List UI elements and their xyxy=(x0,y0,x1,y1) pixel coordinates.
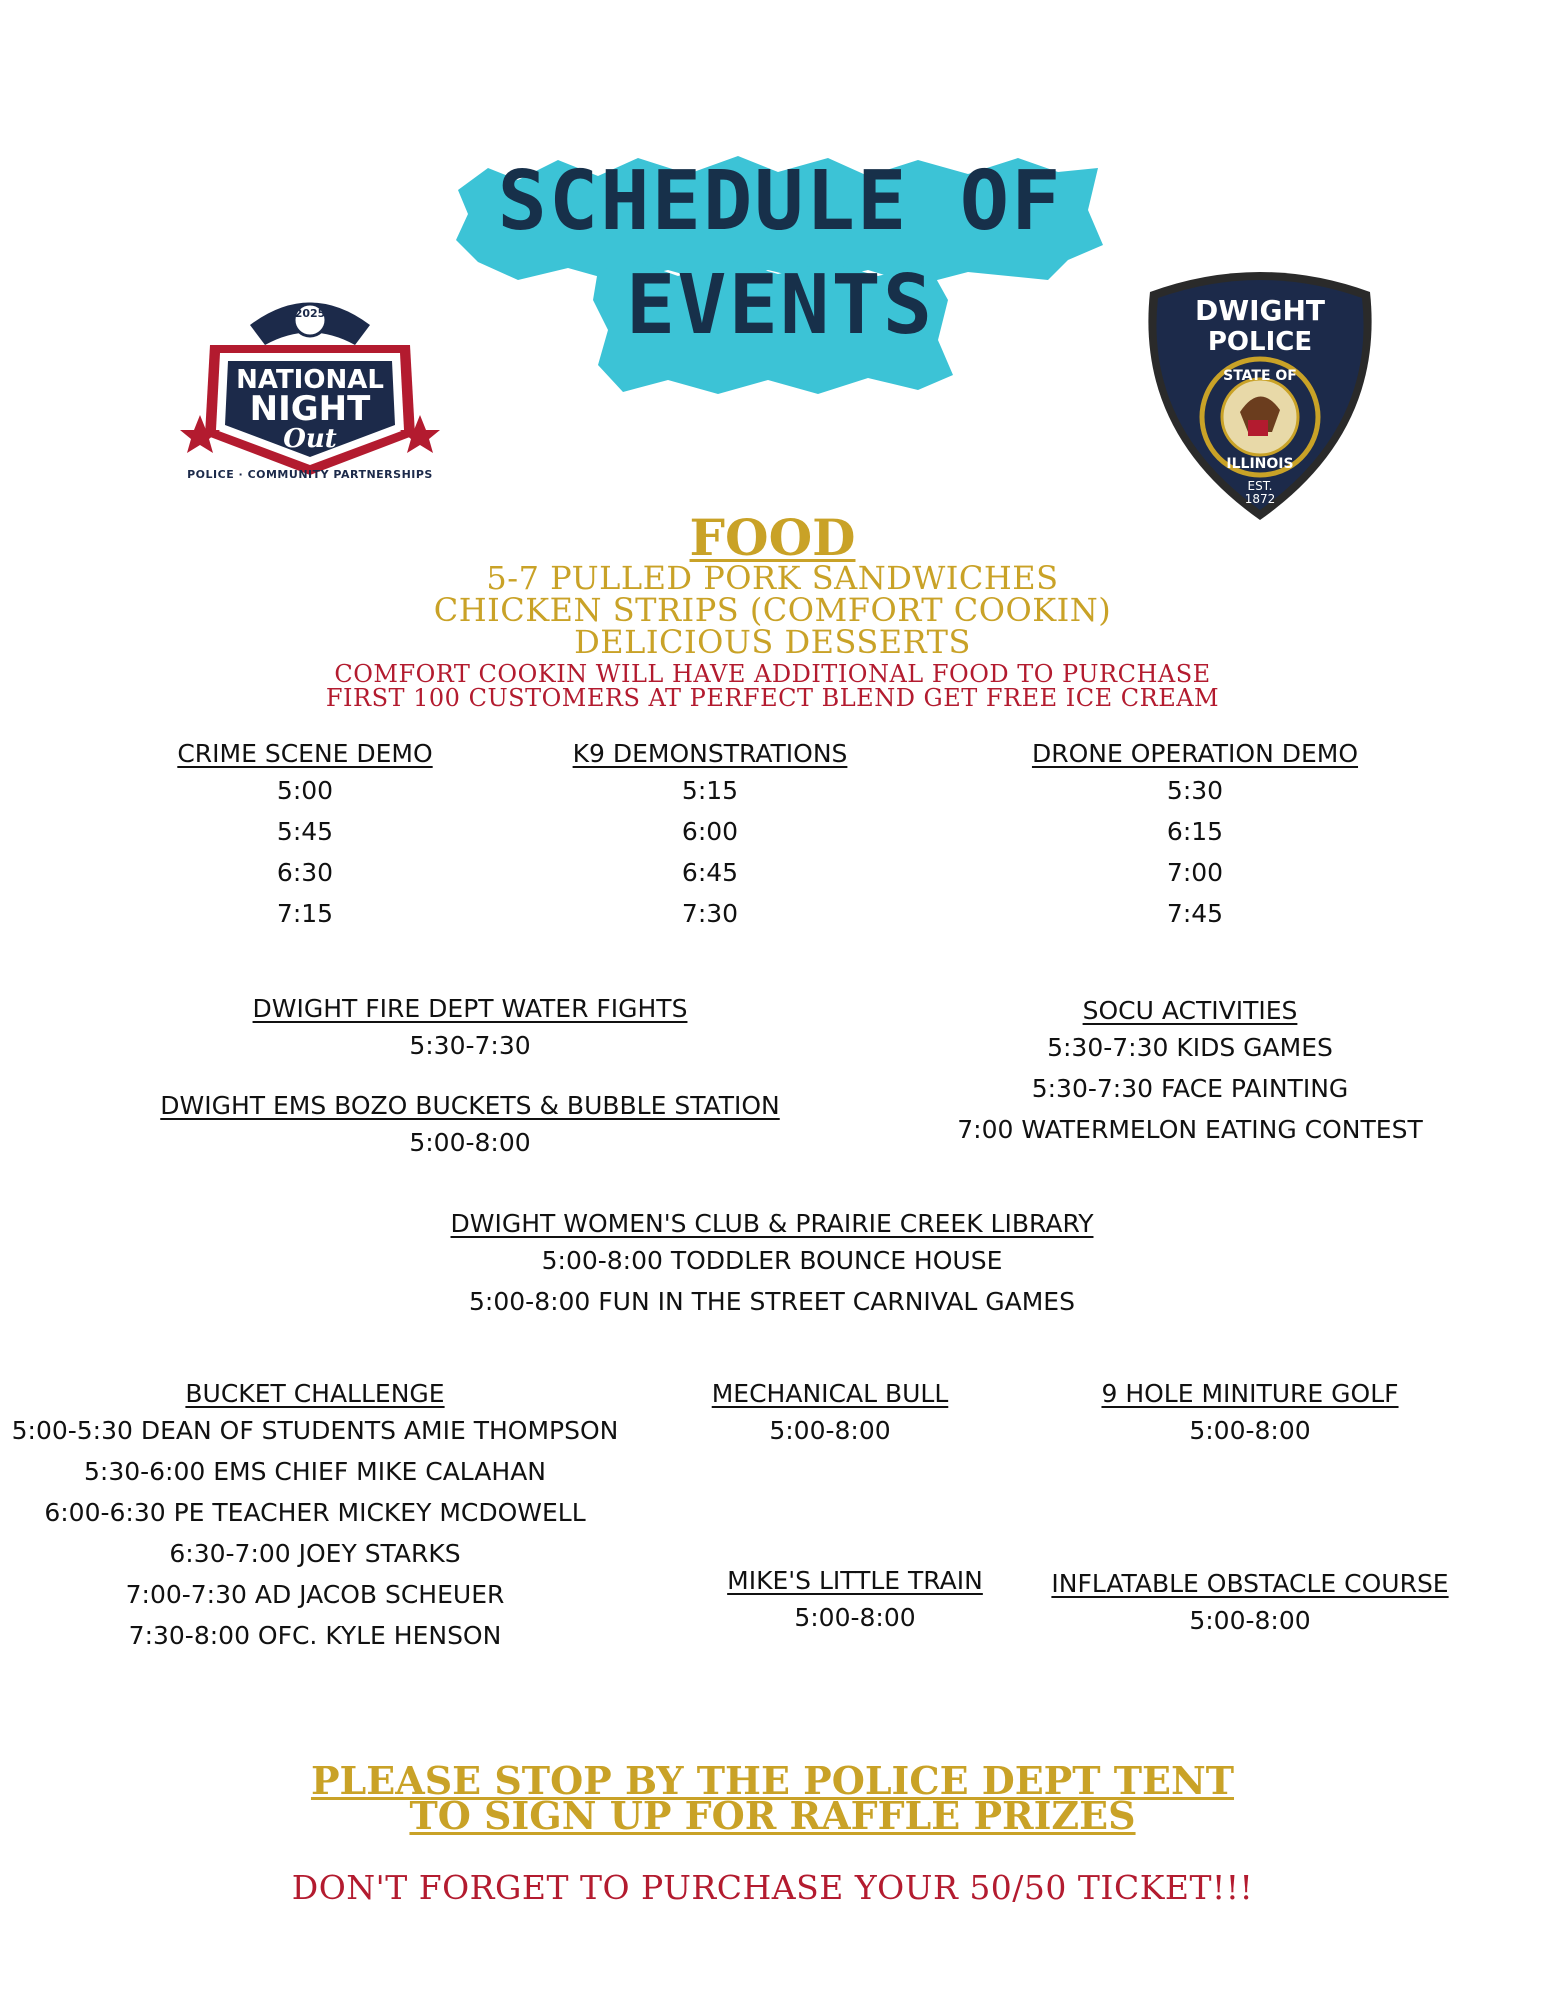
mikes-little-train xyxy=(690,1565,1020,1638)
inflatable-obstacle-course xyxy=(1040,1568,1460,1641)
activity-item: 7:00 WATERMELON EATING CONTEST xyxy=(957,1115,1423,1144)
food-note: FIRST 100 CUSTOMERS AT PERFECT BLEND GET FREE ICE CREAM xyxy=(325,684,1220,712)
title-line-2: EVENTS xyxy=(625,258,935,353)
section-heading: DWIGHT EMS BOZO BUCKETS & BUBBLE STATION xyxy=(160,1091,780,1120)
food-item: 5-7 PULLED PORK SANDWICHES xyxy=(486,559,1059,597)
ticket-reminder: DON'T FORGET TO PURCHASE YOUR 50/50 TICKET!!! xyxy=(291,1868,1254,1907)
badge-line-1: DWIGHT xyxy=(1194,294,1326,327)
section-heading: CRIME SCENE DEMO xyxy=(177,739,433,768)
time-slot: 6:15 xyxy=(1166,817,1224,846)
nno-year: 2025 xyxy=(294,307,326,320)
k9-demonstrations xyxy=(560,738,860,934)
nno-line-3: Out xyxy=(283,424,337,454)
drone-operation-demo xyxy=(1020,738,1370,934)
time-slot: 5:45 xyxy=(276,817,334,846)
food-heading: FOOD xyxy=(689,508,856,567)
time-slot: 7:30 xyxy=(681,899,739,928)
schedule-title xyxy=(430,150,1130,380)
section-heading: INFLATABLE OBSTACLE COURSE xyxy=(1051,1569,1449,1598)
time-slot: 5:30-7:30 xyxy=(409,1031,531,1060)
time-slot: 7:00 xyxy=(1166,858,1224,887)
time-slot: 5:00-8:00 xyxy=(409,1128,531,1157)
dwight-police-badge xyxy=(1140,262,1380,524)
miniature-golf xyxy=(1060,1378,1440,1451)
schedule-item: 6:30-7:00 JOEY STARKS xyxy=(169,1539,461,1568)
section-heading: DWIGHT FIRE DEPT WATER FIGHTS xyxy=(252,994,688,1023)
section-heading: SOCU ACTIVITIES xyxy=(1082,996,1298,1025)
badge-ring-bottom: ILLINOIS xyxy=(1226,456,1294,472)
nno-line-1: NATIONAL xyxy=(236,365,384,395)
section-heading: DWIGHT WOMEN'S CLUB & PRAIRIE CREEK LIBRARY xyxy=(450,1209,1094,1238)
time-slot: 5:00-8:00 xyxy=(769,1416,891,1445)
schedule-item: 5:00-5:30 DEAN OF STUDENTS AMIE THOMPSON xyxy=(11,1416,619,1445)
badge-line-2: POLICE xyxy=(1207,327,1313,357)
food-item: DELICIOUS DESSERTS xyxy=(574,623,971,661)
schedule-item: 7:30-8:00 OFC. KYLE HENSON xyxy=(128,1621,502,1650)
time-slot: 5:00-8:00 xyxy=(794,1603,916,1632)
food-note: COMFORT COOKIN WILL HAVE ADDITIONAL FOOD TO PURCHASE xyxy=(334,660,1211,688)
badge-year: 1872 xyxy=(1244,492,1276,506)
womens-club-library xyxy=(372,1208,1172,1322)
section-heading: DRONE OPERATION DEMO xyxy=(1031,739,1359,768)
activity-item: 5:30-7:30 FACE PAINTING xyxy=(1031,1074,1349,1103)
schedule-item: 7:00-7:30 AD JACOB SCHEUER xyxy=(125,1580,505,1609)
nno-line-2: NIGHT xyxy=(249,389,371,429)
fire-dept-water-fights xyxy=(170,993,770,1066)
badge-ring-top: STATE OF xyxy=(1223,368,1297,384)
time-slot: 6:30 xyxy=(276,858,334,887)
time-slot: 7:45 xyxy=(1166,899,1224,928)
mechanical-bull xyxy=(690,1378,970,1451)
raffle-line-1: PLEASE STOP BY THE POLICE DEPT TENT xyxy=(310,1758,1235,1803)
schedule-item: 5:30-6:00 EMS CHIEF MIKE CALAHAN xyxy=(83,1457,547,1486)
crime-scene-demo xyxy=(155,738,455,934)
time-slot: 5:00-8:00 xyxy=(1189,1606,1311,1635)
time-slot: 6:00 xyxy=(681,817,739,846)
socu-activities xyxy=(940,995,1440,1150)
badge-est: EST. xyxy=(1247,479,1273,493)
time-slot: 6:45 xyxy=(681,858,739,887)
national-night-out-logo xyxy=(180,285,440,485)
ems-bozo-buckets xyxy=(120,1090,820,1163)
section-heading: MECHANICAL BULL xyxy=(711,1379,949,1408)
activity-item: 5:30-7:30 KIDS GAMES xyxy=(1047,1033,1333,1062)
section-heading: 9 HOLE MINITURE GOLF xyxy=(1101,1379,1399,1408)
bucket-challenge xyxy=(10,1378,620,1656)
time-slot: 5:00-8:00 xyxy=(1189,1416,1311,1445)
section-heading: MIKE'S LITTLE TRAIN xyxy=(727,1566,983,1595)
time-slot: 5:30 xyxy=(1166,776,1224,805)
time-slot: 5:00 xyxy=(276,776,334,805)
title-line-1: SCHEDULE OF xyxy=(497,154,1063,249)
activity-item: 5:00-8:00 FUN IN THE STREET CARNIVAL GAMES xyxy=(469,1287,1075,1316)
nno-tagline: POLICE · COMMUNITY PARTNERSHIPS xyxy=(187,468,433,481)
time-slot: 5:15 xyxy=(681,776,739,805)
time-slot: 7:15 xyxy=(276,899,334,928)
raffle-line-2: TO SIGN UP FOR RAFFLE PRIZES xyxy=(409,1793,1136,1838)
section-heading: K9 DEMONSTRATIONS xyxy=(572,739,848,768)
food-item: CHICKEN STRIPS (COMFORT COOKIN) xyxy=(433,591,1112,629)
section-heading: BUCKET CHALLENGE xyxy=(185,1379,445,1408)
schedule-item: 6:00-6:30 PE TEACHER MICKEY MCDOWELL xyxy=(44,1498,586,1527)
activity-item: 5:00-8:00 TODDLER BOUNCE HOUSE xyxy=(541,1246,1003,1275)
